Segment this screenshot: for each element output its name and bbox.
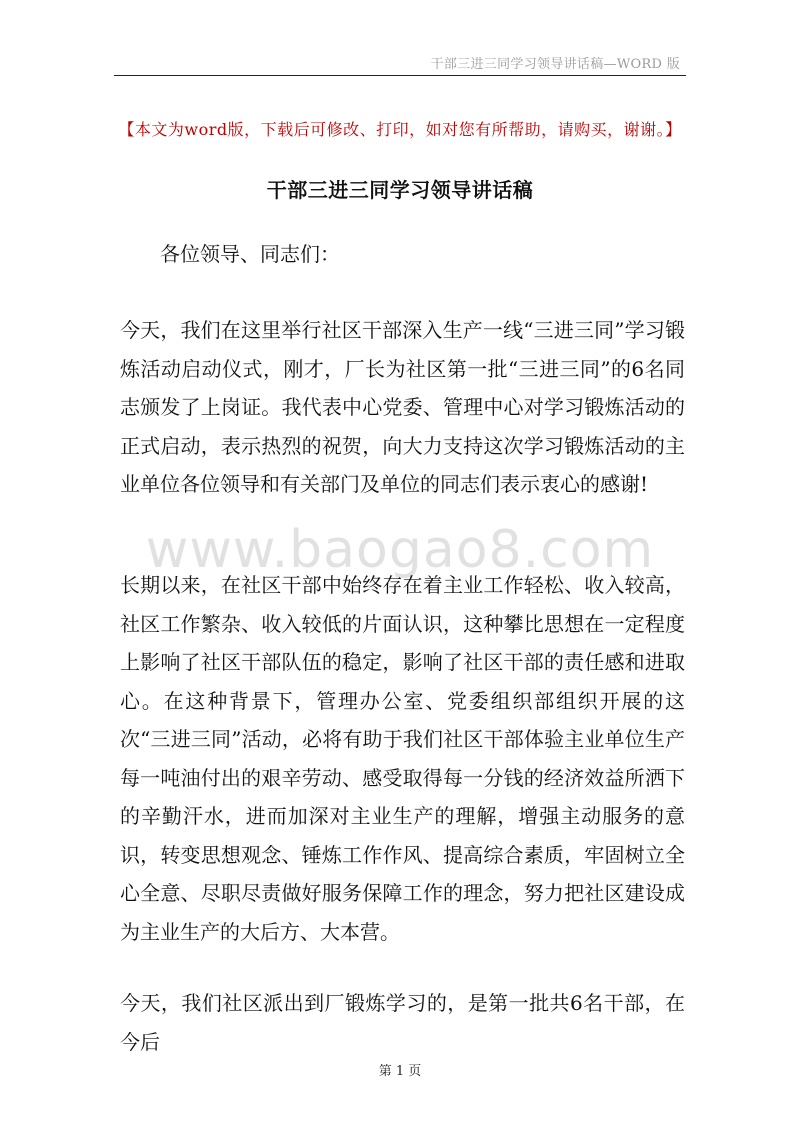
site-watermark: www.baogao8.com — [145, 520, 655, 580]
running-header: 干部三进三同学习领导讲话稿—WORD 版 — [430, 57, 680, 72]
body-paragraph-3: 今天，我们社区派出到厂锻炼学习的，是第一批共6名干部，在今后 — [120, 991, 685, 1054]
document-title: 干部三进三同学习领导讲话稿 — [266, 178, 534, 202]
body-paragraph-1: 今天，我们在这里举行社区干部深入生产一线“三进三同”学习锻炼活动启动仪式，刚才，厂长为社区第一批“三进三同”的6名同志颁发了上岗证。我代表中心党委、管理中心对学习锻炼活动的正式启动，表示热烈的祝贺，向大力支持这次学习锻炼活动的主业单位各位领导和有关部门及单位的同志们表示衷心的感谢! — [120, 318, 685, 496]
body-paragraph-2: 长期以来，在社区干部中始终存在着主业工作轻松、收入较高，社区工作繁杂、收入较低的片面认识，这种攀比思想在一定程度上影响了社区干部队伍的稳定，影响了社区干部的责任感和进取心。在这种背景下，管理办公室、党委组织部组织开展的这次“三进三同”活动，必将有助于我们社区干部体验主业单位生产每一吨油付出的艰辛劳动、感受取得每一分钱的经济效益所洒下的辛勤汗水，进而加深对主业生产的理解，增强主动服务的意识，转变思想观念、锤炼工作作风、提高综合素质，牢固树立全心全意、尽职尽责做好服务保障工作的理念，努力把社区建设成为主业生产的大后方、大本营。 — [120, 573, 685, 944]
salutation: 各位领导、同志们： — [160, 242, 340, 266]
page-number: 第 1 页 — [378, 1064, 422, 1079]
purchase-notice: 【本文为word版，下载后可修改、打印，如对您有所帮助，请购买，谢谢。】 — [118, 120, 682, 139]
header-divider — [114, 75, 686, 76]
